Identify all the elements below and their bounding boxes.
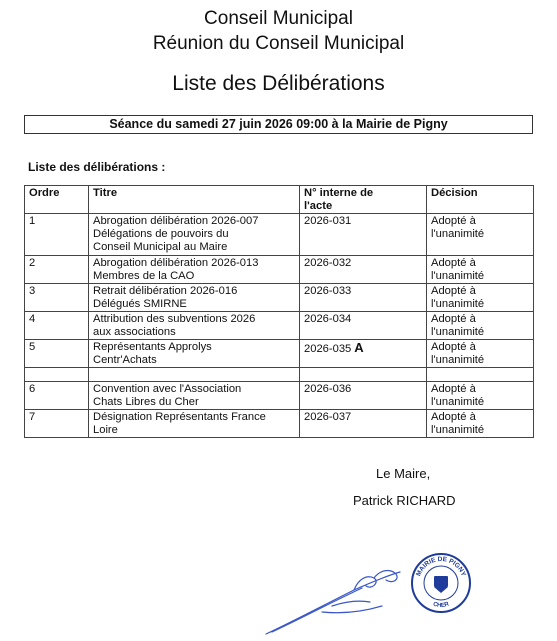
dec-l2: l'unanimité (431, 228, 485, 240)
dec-l2: l'unanimité (431, 396, 485, 408)
titre-l1: Désignation Représentants France (93, 411, 266, 423)
cell-numero (300, 340, 427, 368)
titre-l1: Abrogation délibération 2026-013 (93, 257, 259, 269)
seal-text-bottom-path: CHER (432, 601, 450, 610)
table-row-empty (25, 368, 534, 382)
dec-l2: l'unanimité (431, 354, 485, 366)
cell-ordre: 7 (25, 410, 89, 438)
cell-titre (89, 410, 300, 438)
dec-l2: l'unanimité (431, 326, 485, 338)
titre-l1: Retrait délibération 2026-016 (93, 285, 238, 297)
titre-l2: Centr'Achats (93, 354, 157, 366)
dec-l2: l'unanimité (431, 424, 485, 436)
titre-l1: Convention avec l'Association (93, 383, 242, 395)
cell-titre (89, 382, 300, 410)
titre-l2: Délégations de pouvoirs du (93, 228, 229, 240)
cell-decision (427, 312, 534, 340)
header-numero (300, 186, 427, 214)
cell-numero: 2026-037 (300, 410, 427, 438)
table-header-row (25, 186, 534, 214)
cell-numero: 2026-031 (300, 214, 427, 256)
table-row (25, 256, 534, 284)
cell-ordre: 2 (25, 256, 89, 284)
document-title: Liste des Délibérations (172, 72, 385, 95)
seal-text-bottom (432, 601, 451, 609)
cell-titre (89, 284, 300, 312)
header-decision: Décision (427, 186, 534, 214)
dec-l1: Adopté à (431, 285, 476, 297)
signature-stroke (272, 588, 362, 632)
table-row (25, 312, 534, 340)
cell-ordre: 4 (25, 312, 89, 340)
mairie-seal-stamp (410, 552, 472, 614)
cell-titre (89, 256, 300, 284)
dec-l1: Adopté à (431, 313, 476, 325)
titre-l2: Membres de la CAO (93, 270, 195, 282)
cell-numero: 2026-036 (300, 382, 427, 410)
seal-emblem-point (434, 587, 448, 593)
table-row (25, 410, 534, 438)
table-row (25, 214, 534, 256)
cell-numero: 2026-032 (300, 256, 427, 284)
cell-decision (427, 214, 534, 256)
cell-decision (427, 382, 534, 410)
cell-ordre: 1 (25, 214, 89, 256)
cell-decision (427, 256, 534, 284)
handwritten-mark: A (354, 340, 364, 355)
header-ordre: Ordre (25, 186, 89, 214)
table-row (25, 382, 534, 410)
seal-emblem (434, 576, 448, 593)
header-numero-l1: N° interne de (304, 187, 374, 199)
cell-ordre: 6 (25, 382, 89, 410)
seance-banner: Séance du samedi 27 juin 2026 09:00 à la Mairie de Pigny (24, 115, 533, 134)
signature-stroke (332, 601, 370, 606)
dec-l1: Adopté à (431, 383, 476, 395)
titre-l3: Conseil Municipal au Maire (93, 241, 228, 253)
dec-l1: Adopté à (431, 215, 476, 227)
signatory-name: Patrick RICHARD (353, 493, 456, 508)
seal-emblem-shield (434, 576, 448, 587)
titre-l2: aux associations (93, 326, 176, 338)
signature-strokes (266, 571, 400, 634)
titre-l2: Loire (93, 424, 118, 436)
titre-l2: Délégués SMIRNE (93, 298, 187, 310)
header-line-1: Conseil Municipal (204, 8, 353, 29)
cell-ordre: 5 (25, 340, 89, 368)
cell-empty (300, 368, 427, 382)
table-row (25, 284, 534, 312)
signature-stroke (322, 606, 382, 613)
header-line-2: Réunion du Conseil Municipal (152, 33, 405, 54)
dec-l1: Adopté à (431, 257, 476, 269)
table-row (25, 340, 534, 368)
dec-l1: Adopté à (431, 341, 476, 353)
cell-decision (427, 410, 534, 438)
cell-decision (427, 340, 534, 368)
dec-l2: l'unanimité (431, 298, 485, 310)
list-label: Liste des délibérations : (28, 160, 166, 174)
deliberations-table (24, 185, 534, 438)
cell-empty (25, 368, 89, 382)
cell-titre (89, 214, 300, 256)
dec-l1: Adopté à (431, 411, 476, 423)
titre-l1: Attribution des subventions 2026 (93, 313, 256, 325)
titre-l2: Chats Libres du Cher (93, 396, 199, 408)
numero-text: 2026-035 (304, 343, 352, 355)
cell-titre (89, 340, 300, 368)
titre-l1: Abrogation délibération 2026-007 (93, 215, 259, 227)
header-titre: Titre (89, 186, 300, 214)
dec-l2: l'unanimité (431, 270, 485, 282)
cell-empty (427, 368, 534, 382)
cell-numero: 2026-034 (300, 312, 427, 340)
titre-l1: Représentants Approlys (93, 341, 212, 353)
signatory-role: Le Maire, (376, 466, 431, 481)
cell-titre (89, 312, 300, 340)
cell-ordre: 3 (25, 284, 89, 312)
header-numero-l2: l'acte (304, 200, 333, 212)
seal-text-top-path: MAIRIE DE PIGNY (415, 555, 467, 578)
cell-empty (89, 368, 300, 382)
cell-decision (427, 284, 534, 312)
cell-numero: 2026-033 (300, 284, 427, 312)
handwritten-signature (262, 560, 412, 638)
